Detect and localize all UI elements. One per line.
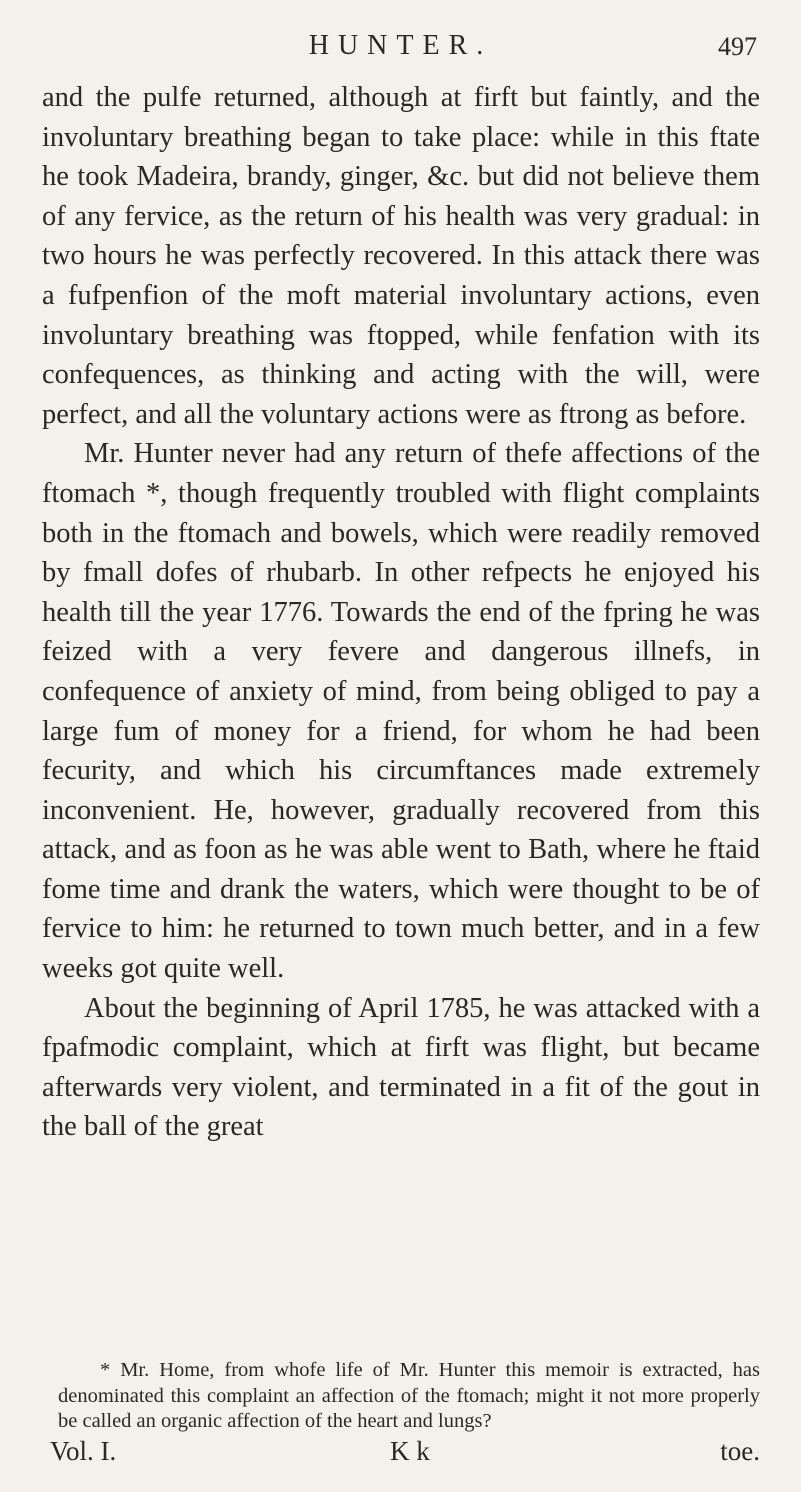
volume-label: Vol. I. [50, 1436, 117, 1466]
footnote-text: * Mr. Home, from whofe life of Mr. Hunter this memoir is extracted, has denominated this complaint an affection of the ftomach; might it not more properly be called an organic affection of the heart and lungs? [58, 1359, 760, 1432]
signature-line [50, 1436, 760, 1492]
catchword: toe. [720, 1436, 760, 1466]
running-title: HUNTER. [308, 30, 493, 61]
signature-mark: K k [390, 1436, 430, 1466]
body-text [42, 78, 760, 1147]
footnote [58, 1358, 760, 1435]
page-number: 497 [718, 32, 757, 61]
running-head [0, 30, 801, 70]
paragraph-3: About the beginning of April 1785, he was attacked with a fpafmodic complaint, which at firft was flight, but became afterwards very violent, and terminated in a fit of the gout in the ball of the great [42, 992, 760, 1143]
paragraph-2: Mr. Hunter never had any return of thefe affections of the ftomach *, though frequently troubled with flight complaints both in the ftomach and bowels, which were readily removed by fmall dofes of rhubarb. In other refpects he enjoyed his health till the year 1776. Towards the end of the fpring he was feized with a very fevere and dangerous illnefs, in confequence of anxiety of mind, from being obliged to pay a large fum of money for a friend, for whom he had been fecurity, and which his circumftances made extremely inconvenient. He, however, gradually recovered from this attack, and as foon as he was able went to Bath, where he ftaid fome time and drank the waters, which were thought to be of fervice to him: he returned to town much better, and in a few weeks got quite well. [42, 438, 760, 985]
paragraph-1: and the pulfe returned, although at firft but faintly, and the involuntary breathing began to take place: while in this ftate he took Madeira, brandy, ginger, &c. but did not believe them of any fervice, as the return of his health was very gradual: in two hours he was perfectly recovered. In this attack there was a fufpenfion of the moft material involuntary actions, even involuntary breathing was ftopped, while fenfation with its confequences, as thinking and acting with the will, were perfect, and all the voluntary actions were as ftrong as before. [42, 82, 760, 430]
